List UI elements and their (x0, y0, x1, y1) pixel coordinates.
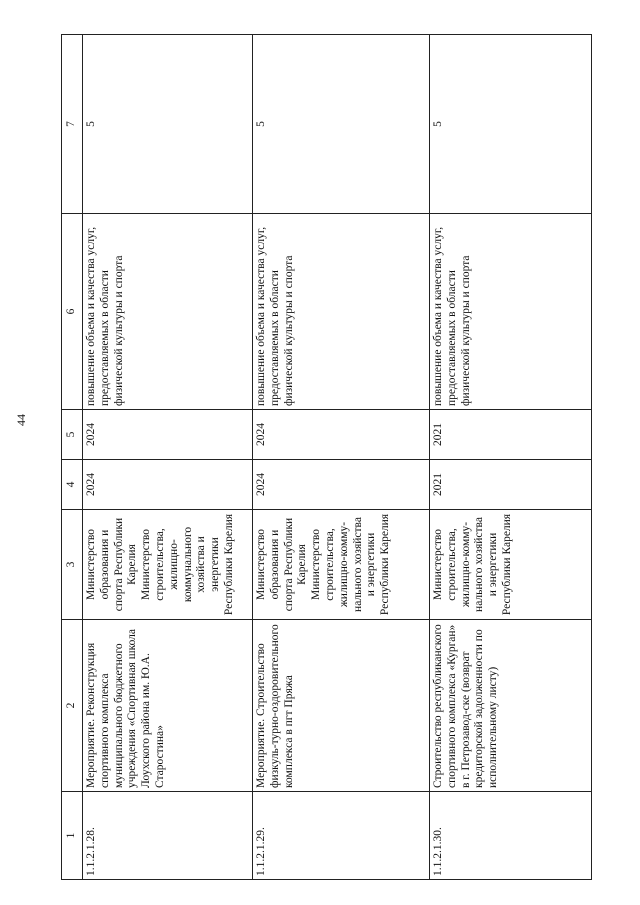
header-cell-2: 2 (62, 620, 83, 792)
end-year: 2024 (253, 410, 430, 460)
header-cell-6: 6 (62, 214, 83, 410)
start-year: 2024 (83, 460, 253, 510)
expected-result: повышение объема и качества услуг, предоставляемых в области физической культуры и спорта (430, 214, 592, 410)
indicator: 5 (83, 35, 253, 214)
executor: Министерство строительства, жилищно-комму-нального хозяйства и энергетики Республики Карелия (430, 510, 592, 620)
page-number: 44 (14, 414, 28, 426)
indicator: 5 (253, 35, 430, 214)
header-row (62, 35, 83, 880)
row-number: 1.1.2.1.28. (83, 792, 253, 880)
indicator: 5 (430, 35, 592, 214)
table-row (430, 35, 592, 880)
row-number: 1.1.2.1.30. (430, 792, 592, 880)
start-year: 2021 (430, 460, 592, 510)
row-number: 1.1.2.1.29. (253, 792, 430, 880)
end-year: 2021 (430, 410, 592, 460)
executor: Министерство образования и спорта Республики Карелия Министерство строительства, жилищно-комму-нального хозяйства и энергетики Республики Карелия (253, 510, 430, 620)
header-cell-7: 7 (62, 35, 83, 214)
table-row (83, 35, 253, 880)
program-activities-table (61, 34, 592, 880)
expected-result: повышение объема и качества услуг, предоставляемых в области физической культуры и спорта (253, 214, 430, 410)
header-cell-4: 4 (62, 460, 83, 510)
end-year: 2024 (83, 410, 253, 460)
table-row (253, 35, 430, 880)
activity-name: Строительство республиканского спортивного комплекса «Курган» в г. Петрозавод-ске (возврат кредиторской задолженности по исполнительному листу) (430, 620, 592, 792)
rotated-page-content (61, 35, 591, 880)
expected-result: повышение объема и качества услуг, предоставляемых в области физической культуры и спорта (83, 214, 253, 410)
executor: Министерство образования и спорта Республики Карелия Министерство строительства, жилищно-коммунального хозяйства и энергетики Республики Карелия (83, 510, 253, 620)
start-year: 2024 (253, 460, 430, 510)
header-cell-1: 1 (62, 792, 83, 880)
header-cell-5: 5 (62, 410, 83, 460)
activity-name: Мероприятие. Строительство физкуль-турно-оздоровительного комплекса в пгт Пряжа (253, 620, 430, 792)
activity-name: Мероприятие. Реконструкция спортивного комплекса муниципального бюджетного учреждения «Спортивная школа Лоухского района им. Ю.А. Старостина» (83, 620, 253, 792)
header-cell-3: 3 (62, 510, 83, 620)
